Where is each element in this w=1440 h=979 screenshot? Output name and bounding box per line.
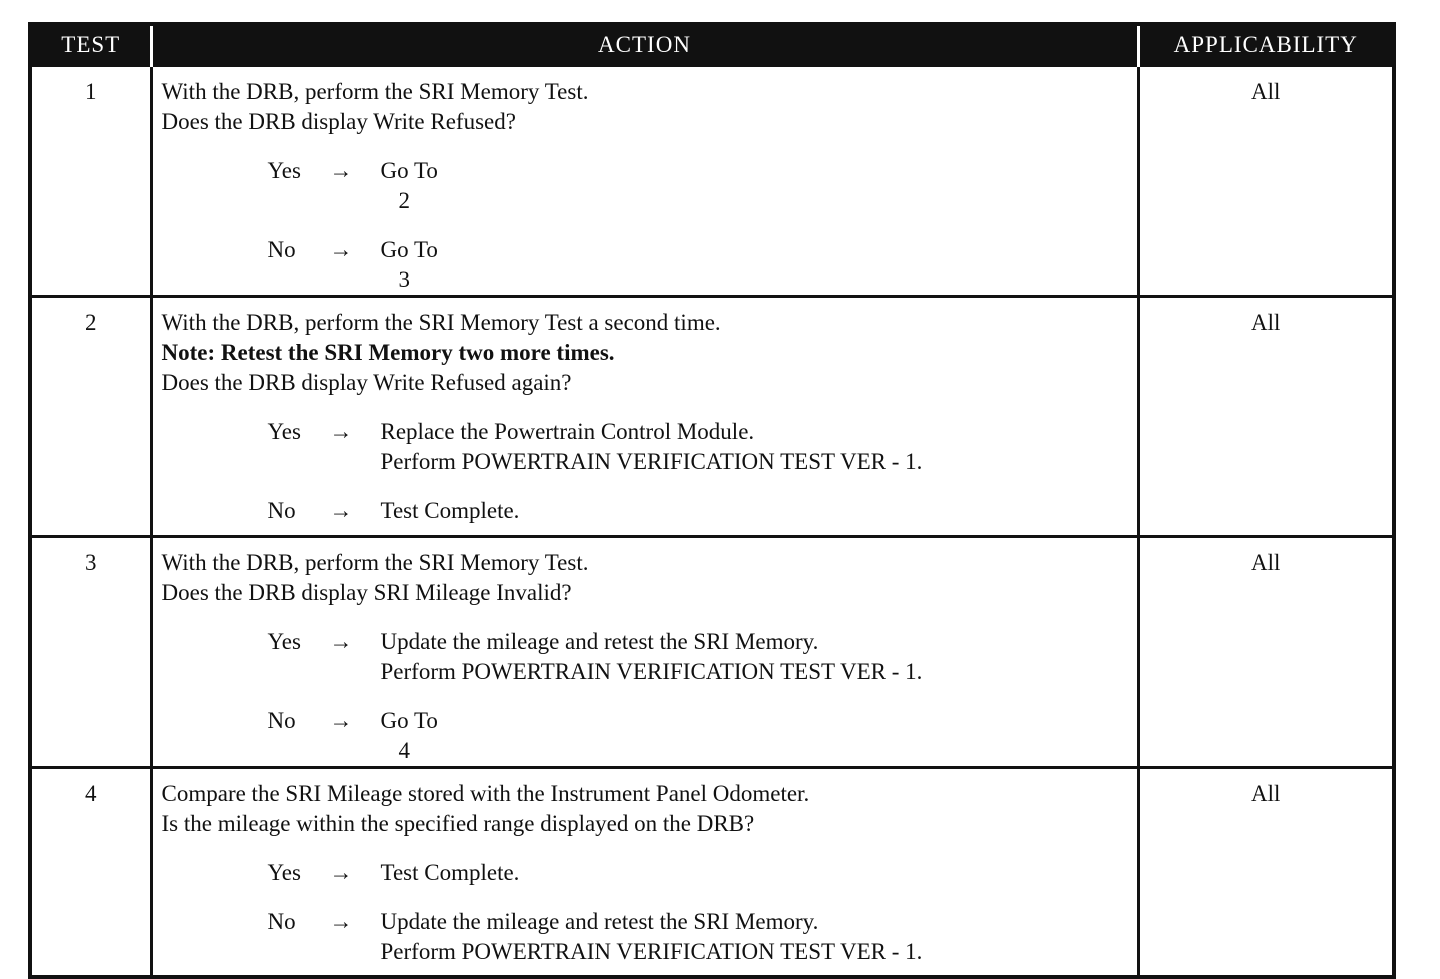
table-row [30, 297, 1394, 537]
table-row [30, 768, 1394, 978]
goto-number: 3 [398, 267, 410, 292]
arrow-icon: → [329, 860, 353, 885]
branch-answer: No [267, 708, 296, 733]
test-number: 4 [30, 768, 151, 978]
arrow-icon: → [329, 708, 353, 733]
branch-answer: No [267, 237, 296, 262]
arrow-icon: → [329, 158, 353, 183]
note-line: Note: Retest the SRI Memory two more times. [161, 340, 615, 365]
branch-answer: Yes [267, 629, 301, 654]
test-number: 3 [30, 537, 151, 768]
arrow-icon: → [329, 909, 353, 934]
branch-yes [162, 156, 1129, 216]
branch-yes [162, 417, 1129, 477]
goto-line [381, 156, 438, 216]
goto-line [381, 235, 438, 295]
action-line: Does the DRB display Write Refused? [161, 109, 516, 134]
action-cell [151, 768, 1138, 978]
result-line: Perform POWERTRAIN VERIFICATION TEST VER - 1. [380, 449, 923, 474]
test-number: 2 [30, 297, 151, 537]
branch-result [381, 235, 438, 295]
table-row [30, 537, 1394, 768]
branch-answer: No [267, 498, 296, 523]
header-test: TEST [30, 24, 151, 66]
action-cell [151, 537, 1138, 768]
table-header [30, 24, 1394, 66]
arrow-icon: → [329, 629, 353, 654]
action-line: With the DRB, perform the SRI Memory Test. [161, 550, 589, 575]
action-line: With the DRB, perform the SRI Memory Test a second time. [161, 310, 721, 335]
branch-no [162, 907, 1129, 967]
branch-result [381, 496, 520, 526]
goto-number: 2 [398, 188, 410, 213]
branch-no [162, 496, 1129, 526]
applicability-value: All [1138, 768, 1394, 978]
header-applicability: APPLICABILITY [1138, 24, 1394, 66]
action-cell [151, 297, 1138, 537]
branch-result [381, 706, 438, 766]
header-row [30, 24, 1394, 66]
test-number: 1 [30, 66, 151, 297]
goto-number: 4 [398, 738, 410, 763]
result-line: Update the mileage and retest the SRI Memory. [380, 909, 819, 934]
result-line: Test Complete. [380, 860, 520, 885]
branch-yes [162, 858, 1129, 888]
goto-label: Go To [380, 237, 438, 262]
action-line: Does the DRB display Write Refused again? [161, 370, 572, 395]
branch-yes [162, 627, 1129, 687]
branch-no [162, 706, 1129, 766]
result-line: Perform POWERTRAIN VERIFICATION TEST VER - 1. [380, 659, 923, 684]
action-line: Is the mileage within the specified range displayed on the DRB? [161, 811, 755, 836]
diagnostic-test-table [28, 22, 1396, 979]
branch-result [381, 858, 520, 888]
branch-answer: Yes [267, 860, 301, 885]
arrow-icon: → [329, 237, 353, 262]
result-line: Perform POWERTRAIN VERIFICATION TEST VER - 1. [380, 939, 923, 964]
header-action: ACTION [151, 24, 1138, 66]
branch-result [381, 156, 438, 216]
result-line: Test Complete. [380, 498, 520, 523]
branch-answer: Yes [267, 158, 301, 183]
goto-line [381, 706, 438, 766]
action-line: With the DRB, perform the SRI Memory Test. [161, 79, 589, 104]
action-line: Does the DRB display SRI Mileage Invalid? [161, 580, 572, 605]
applicability-value: All [1138, 297, 1394, 537]
branch-result [381, 907, 923, 967]
branch-no [162, 235, 1129, 295]
goto-label: Go To [380, 158, 438, 183]
branch-answer: No [267, 909, 296, 934]
result-line: Replace the Powertrain Control Module. [380, 419, 755, 444]
arrow-icon: → [329, 498, 353, 523]
table-body [30, 66, 1394, 978]
branch-result [381, 627, 923, 687]
arrow-icon: → [329, 419, 353, 444]
applicability-value: All [1138, 66, 1394, 297]
result-line: Update the mileage and retest the SRI Memory. [380, 629, 819, 654]
applicability-value: All [1138, 537, 1394, 768]
action-cell [151, 66, 1138, 297]
goto-label: Go To [380, 708, 438, 733]
table-row [30, 66, 1394, 297]
branch-result [381, 417, 923, 477]
action-line: Compare the SRI Mileage stored with the Instrument Panel Odometer. [161, 781, 810, 806]
branch-answer: Yes [267, 419, 301, 444]
